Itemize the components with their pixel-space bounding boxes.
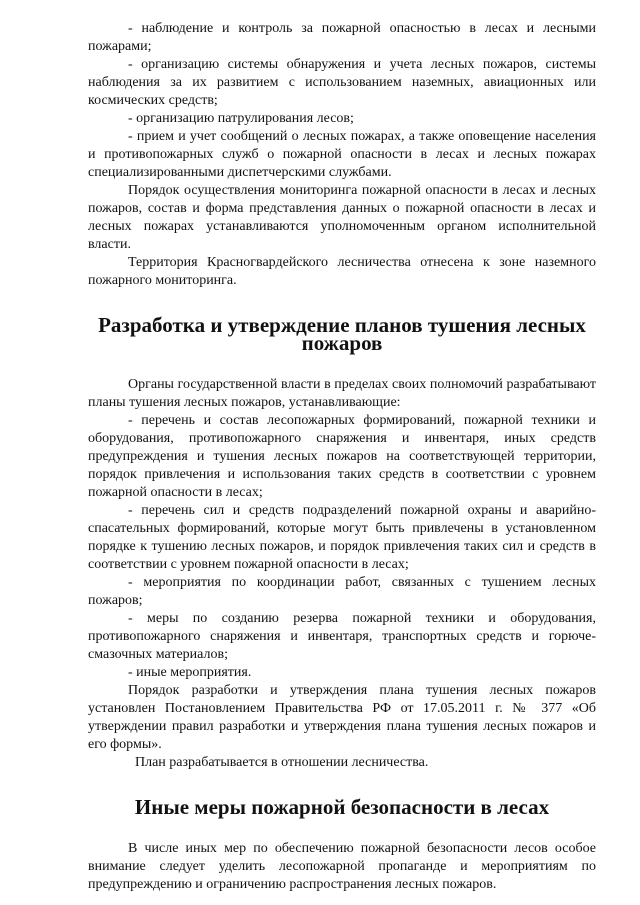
paragraph-monitoring-procedure: Порядок осуществления мониторинга пожарной опасности в лесах и лесных пожаров, состав и форма представления данных о пожарной опасности в лесах и лесных пожарах устанавливаются уполномоченным органом исполнительной власти. — [88, 183, 596, 252]
paragraph-detection-system: - организацию системы обнаружения и учета лесных пожаров, системы наблюдения за их развитием с использованием наземных, авиационных или космических средств; — [88, 57, 596, 108]
paragraph-reserve: - меры по созданию резерва пожарной техники и оборудования, противопожарного снаряжения и инвентаря, транспортных средств и горюче-смазочных материалов; — [88, 611, 596, 662]
paragraph-fire-monitoring: - наблюдение и контроль за пожарной опасностью в лесах и лесными пожарами; — [88, 21, 596, 54]
paragraph-other-measures: - иные мероприятия. — [128, 665, 252, 680]
paragraph-procedure-decree: Порядок разработки и утверждения плана тушения лесных пожаров установлен Постановлением Правительства РФ от 17.05.2011 г. № 377 «Об утверждении правил разработки и утверждения плана тушения лесных пожаров и его формы». — [88, 683, 596, 752]
paragraph-list-formations: - перечень и состав лесопожарных формирований, пожарной техники и оборудования, противопожарного снаряжения и инвентаря, иных средств предупреждения и тушения лесных пожаров на соответствующей территории, порядок привлечения и использования таких средств в соответствии с уровнем пожарной опасности в лесах; — [88, 413, 596, 500]
paragraph-patrolling: - организацию патрулирования лесов; — [128, 111, 354, 126]
paragraph-authorities-plans: Органы государственной власти в пределах своих полномочий разрабатывают планы тушения лесных пожаров, устанавливающие: — [88, 377, 596, 410]
paragraph-reports-notification: - прием и учет сообщений о лесных пожарах, а также оповещение населения и противопожарных служб о пожарной опасности в лесах и лесных пожарах специализированными диспетчерскими службами. — [88, 129, 596, 180]
paragraph-territory-zone: Территория Красногвардейского лесничества отнесена к зоне наземного пожарного мониторинга. — [88, 255, 596, 288]
paragraph-list-forces: - перечень сил и средств подразделений пожарной охраны и аварийно-спасательных формирований, которые могут быть привлечены в установленном порядке к тушению лесных пожаров, и порядок привлечения таких сил и средств в соответствии с уровнем пожарной опасности в лесах; — [88, 503, 596, 572]
paragraph-coordination: - мероприятия по координации работ, связанных с тушением лесных пожаров; — [88, 575, 596, 608]
paragraph-plan-forestry: План разрабатывается в отношении лесничества. — [135, 755, 429, 770]
section-heading-other-measures: Иные меры пожарной безопасности в лесах — [134, 795, 550, 819]
paragraph-fire-propaganda: В числе иных мер по обеспечению пожарной безопасности лесов особое внимание следует уделить лесопожарной пропаганде и мероприятиям по предупреждению и ограничению распространения лесных пожаров. — [88, 841, 596, 892]
section-heading-fire-plans: Разработка и утверждение планов тушения лесных пожаров — [98, 313, 586, 355]
